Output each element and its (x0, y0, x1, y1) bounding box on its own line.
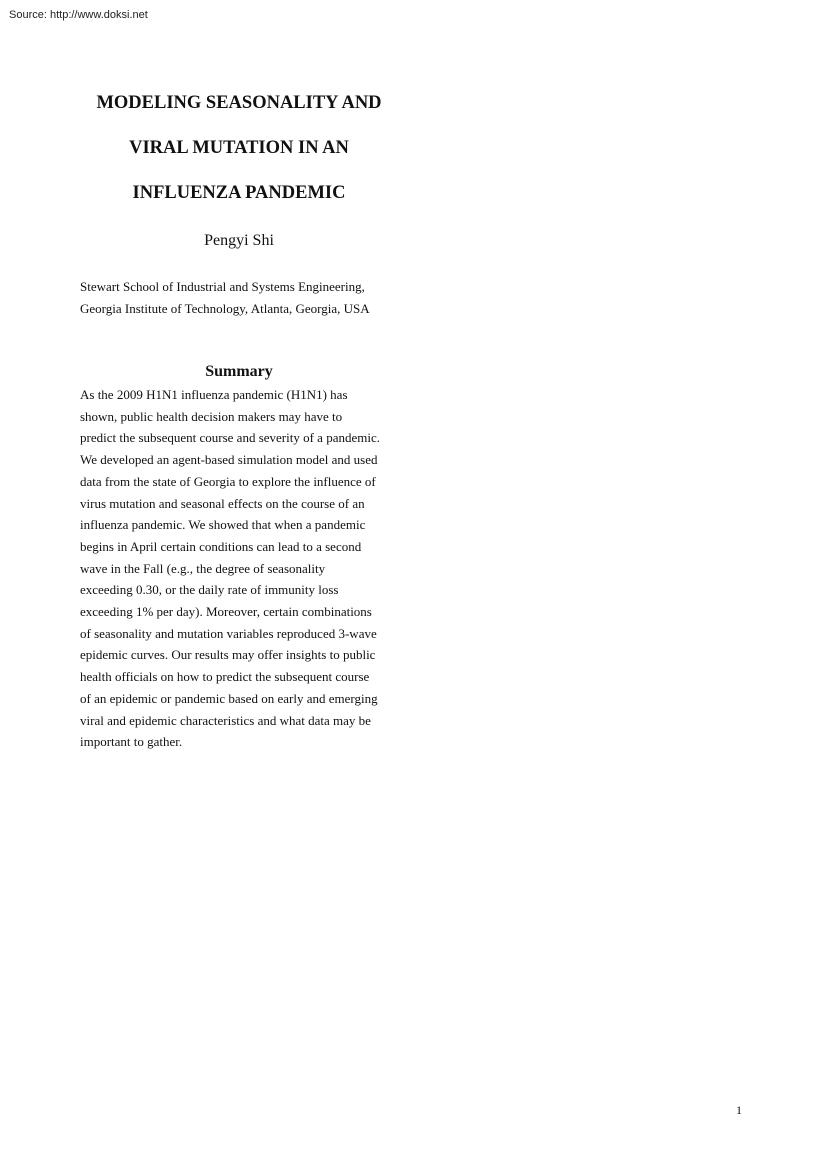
source-watermark: Source: http://www.doksi.net (9, 9, 148, 21)
summary-line: As the 2009 H1N1 influenza pandemic (H1N1) has (80, 387, 348, 402)
author-affiliation (80, 276, 420, 320)
affiliation-line: Georgia Institute of Technology, Atlanta, Georgia, USA (80, 301, 370, 316)
summary-body (80, 384, 420, 753)
summary-line: data from the state of Georgia to explore the influence of (80, 473, 376, 489)
page-number: 1 (736, 1103, 742, 1117)
author-name: Pengyi Shi (204, 232, 274, 249)
summary-line: wave in the Fall (e.g., the degree of seasonality (80, 560, 326, 576)
summary-line: important to gather. (80, 734, 183, 750)
summary-line: influenza pandemic. We showed that when a pandemic (80, 517, 366, 533)
summary-line: viral and epidemic characteristics and what data may be (80, 712, 371, 728)
summary-line: predict the subsequent course and severity of a pandemic. (80, 430, 380, 446)
affiliation-line: Stewart School of Industrial and Systems Engineering, (80, 279, 365, 294)
summary-line: We developed an agent-based simulation model and used (80, 452, 378, 468)
title-line: MODELING SEASONALITY AND (96, 93, 382, 113)
summary-line: exceeding 1% per day). Moreover, certain combinations (80, 604, 372, 620)
summary-line: virus mutation and seasonal effects on the course of an (80, 495, 365, 511)
document-title (80, 88, 398, 223)
summary-line: health officials on how to predict the subsequent course (80, 669, 370, 685)
summary-heading: Summary (205, 363, 273, 380)
title-line: INFLUENZA PANDEMIC (132, 183, 346, 203)
summary-line: shown, public health decision makers may have to (80, 408, 343, 424)
summary-line: epidemic curves. Our results may offer insights to public (80, 647, 376, 663)
summary-line: of seasonality and mutation variables reproduced 3-wave (80, 625, 377, 641)
summary-line: begins in April certain conditions can lead to a second (80, 538, 362, 554)
summary-line: exceeding 0.30, or the daily rate of immunity loss (80, 582, 339, 598)
title-line: VIRAL MUTATION IN AN (129, 138, 349, 158)
summary-line: of an epidemic or pandemic based on early and emerging (80, 690, 378, 706)
